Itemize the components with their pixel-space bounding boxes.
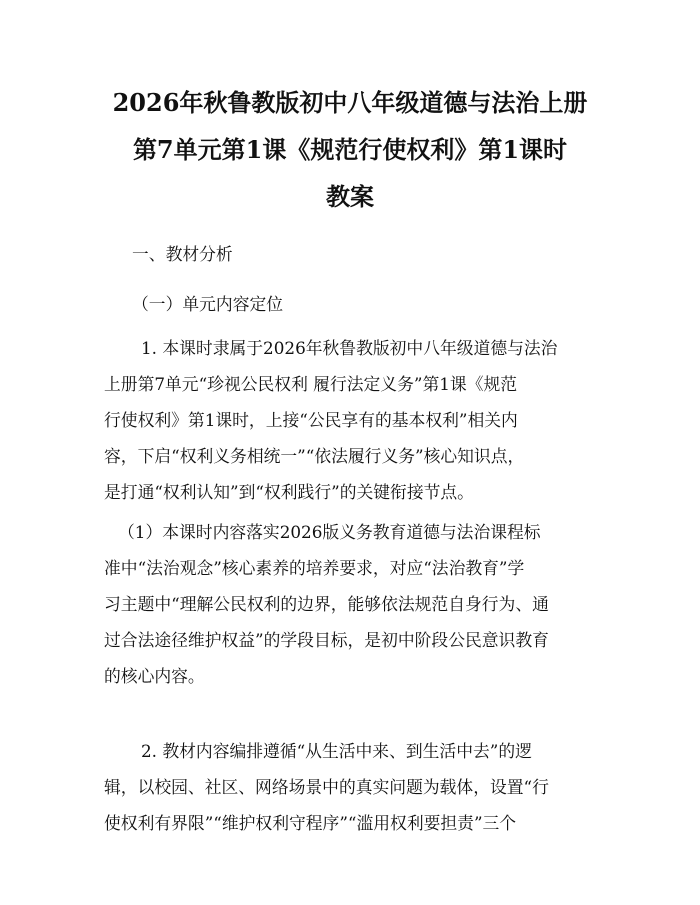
paragraph-2: [104, 514, 599, 694]
title-line-3: 教案: [326, 182, 374, 211]
paragraph-2-line: 准中“法治观念”核心素养的培养要求，对应“法治教育”学: [104, 558, 525, 578]
paragraph-1-line: 行使权利》第1课时，上接“公民享有的基本权利”相关内: [104, 410, 518, 430]
paragraph-2-line: 习主题中“理解公民权利的边界，能够依法规范自身行为、通: [104, 594, 549, 614]
subsection-heading: （一）单元内容定位: [132, 294, 284, 314]
paragraph-1: [104, 330, 599, 510]
paragraph-1-line: 容，下启“权利义务相统一”“依法履行义务”核心知识点，: [104, 446, 525, 466]
paragraph-3-line: 使权利有界限”“维护权利守程序”“滥用权利要担责”三个: [104, 813, 517, 833]
title-line-2: 第7单元第1课《规范行使权利》第1课时: [132, 135, 568, 164]
paragraph-1-line: 是打通“权利认知”到“权利践行”的关键衔接节点。: [104, 482, 474, 502]
paragraph-3-line: 辑，以校园、社区、网络场景中的真实问题为载体，设置“行: [104, 777, 549, 797]
paragraph-1-line: 上册第7单元“珍视公民权利 履行法定义务”第1课《规范: [104, 374, 518, 394]
title-line-1: 2026年秋鲁教版初中八年级道德与法治上册: [112, 88, 588, 117]
paragraph-2-line: （1）本课时内容落实2026版义务教育道德与法治课程标: [118, 522, 541, 542]
section-heading: 一、教材分析: [132, 244, 233, 264]
paragraph-2-line: 过合法途径维护权益”的学段目标，是初中阶段公民意识教育: [104, 630, 549, 650]
paragraph-3: [104, 733, 599, 841]
paragraph-3-line: 2. 教材内容编排遵循“从生活中来、到生活中去”的逻: [141, 741, 532, 761]
paragraph-1-line: 1. 本课时隶属于2026年秋鲁教版初中八年级道德与法治: [141, 338, 558, 358]
paragraph-2-line: 的核心内容。: [104, 666, 205, 686]
